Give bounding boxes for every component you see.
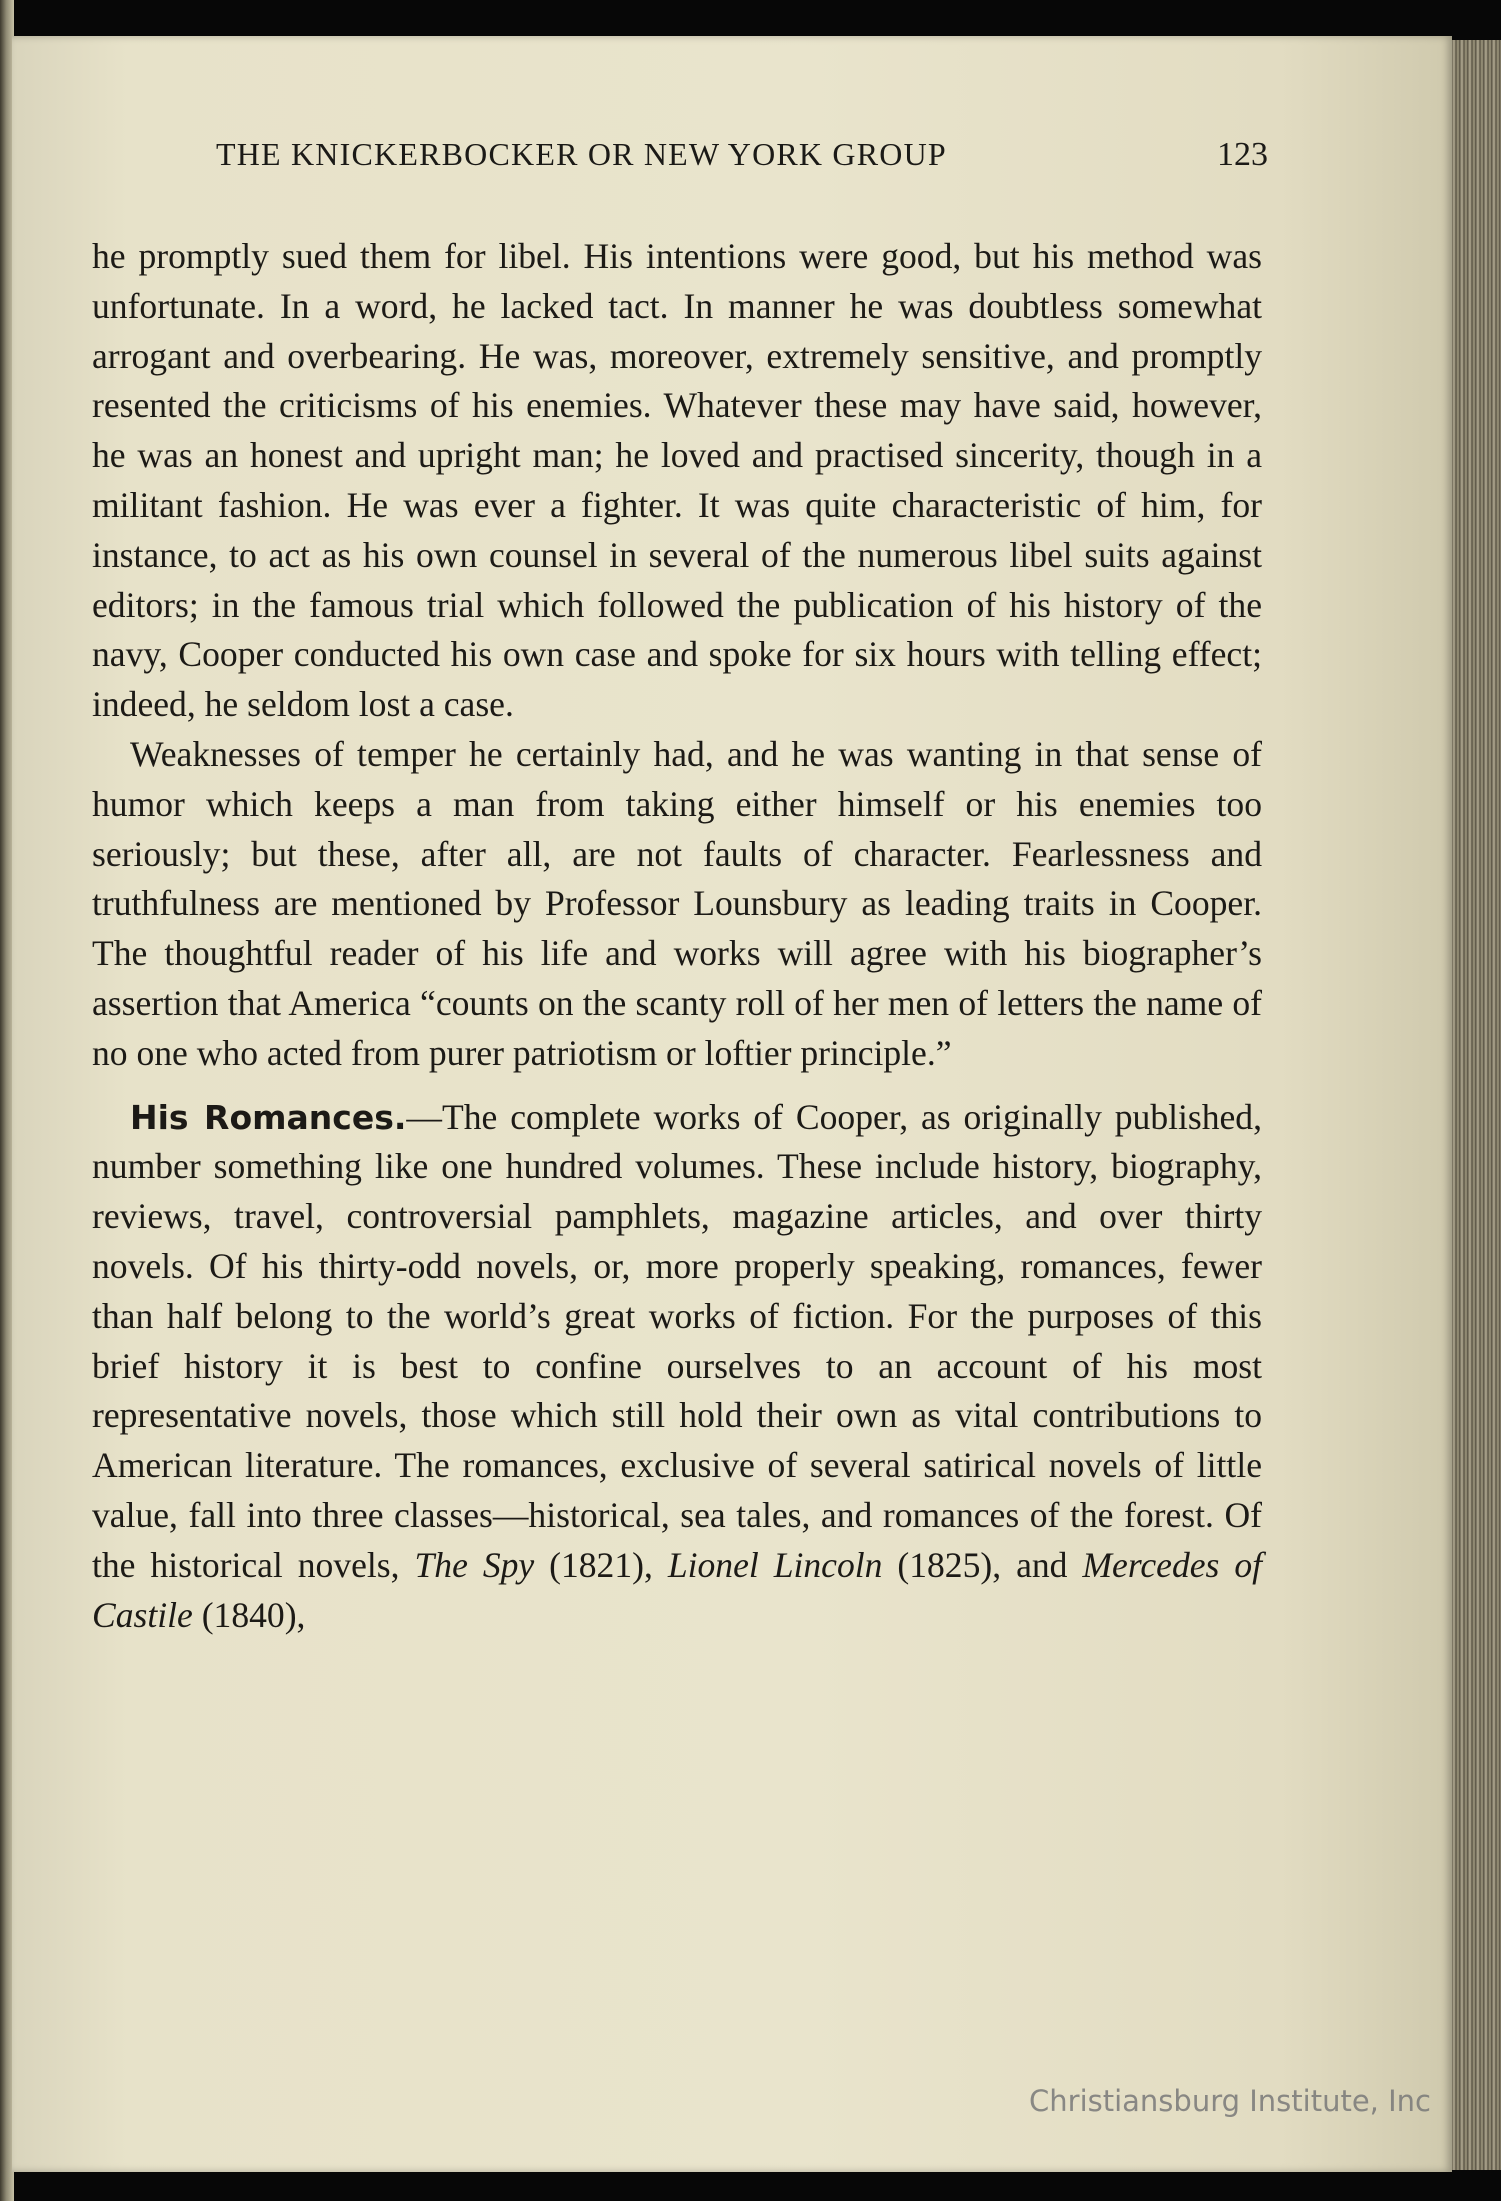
book-title-the-spy: The Spy — [414, 1544, 535, 1585]
running-title: THE KNICKERBOCKER OR NEW YORK GROUP — [216, 136, 947, 172]
section-heading-his-romances: His Romances. — [130, 1097, 407, 1137]
watermark: Christiansburg Institute, Inc — [1029, 2084, 1431, 2118]
paragraph-temper: Weaknesses of temper he certainly had, and he was wanting in that sense of humor which keeps a man from taking either himself or his enemies too seriously; but these, after all, are not faults of character. Fearlessness and truthfulness are mentioned by Professor Lounsbury as leading traits in Cooper. The thoughtful reader of his life and works will agree with his biographer’s assertion that America “counts on the scanty roll of her men of letters the name of no one who acted from purer patriotism or loftier principle.” — [92, 733, 1262, 1073]
paragraph-romances — [92, 1093, 1262, 1641]
paragraph-continued: he promptly sued them for libel. His intentions were good, but his method was unfortunate. In a word, he lacked tact. In manner he was doubtless somewhat arrogant and overbearing. He was, moreover, extremely sensitive, and promptly resented the criticisms of his enemies. Whatever these may have said, however, he was an honest and upright man; he loved and practised sincerity, though in a militant fashion. He was ever a fighter. It was quite characteristic of him, for instance, to act as his own counsel in several of the numerous libel suits against editors; in the famous trial which followed the publication of his history of the navy, Cooper conducted his own case and spoke for six hours with telling effect; indeed, he seldom lost a case. — [92, 236, 1262, 725]
page-stack-right-edge — [1452, 40, 1501, 2170]
book-title-lionel-lincoln: Lionel Lincoln — [667, 1544, 883, 1585]
running-header — [216, 136, 1268, 186]
romances-text-a: —The complete works of Cooper, as originally published, number something like one hundred volumes. These include history, biography, reviews, travel, controversial pamphlets, magazine articles, and over thirty novels. Of his thirty-odd novels, or, more properly speaking, romances, fewer than half belong to the world’s great works of fiction. For the purposes of this brief history it is best to confine ourselves to an account of his most representative novels, those which still hold their own as vital contributions to American literature. The romances, exclusive of several satirical novels of little value, fall into three classes—historical, sea tales, and romances of the forest. Of the historical novels, — [92, 1096, 1262, 1585]
page-number: 123 — [1217, 136, 1268, 173]
romances-text-c: (1825), and — [882, 1544, 1083, 1585]
romances-text-b: (1821), — [534, 1544, 668, 1585]
book-title-mercedes-of-castile: Mercedes of Castile — [92, 1544, 1262, 1635]
romances-text-d: (1840), — [192, 1594, 306, 1635]
body-text — [92, 232, 1262, 1992]
